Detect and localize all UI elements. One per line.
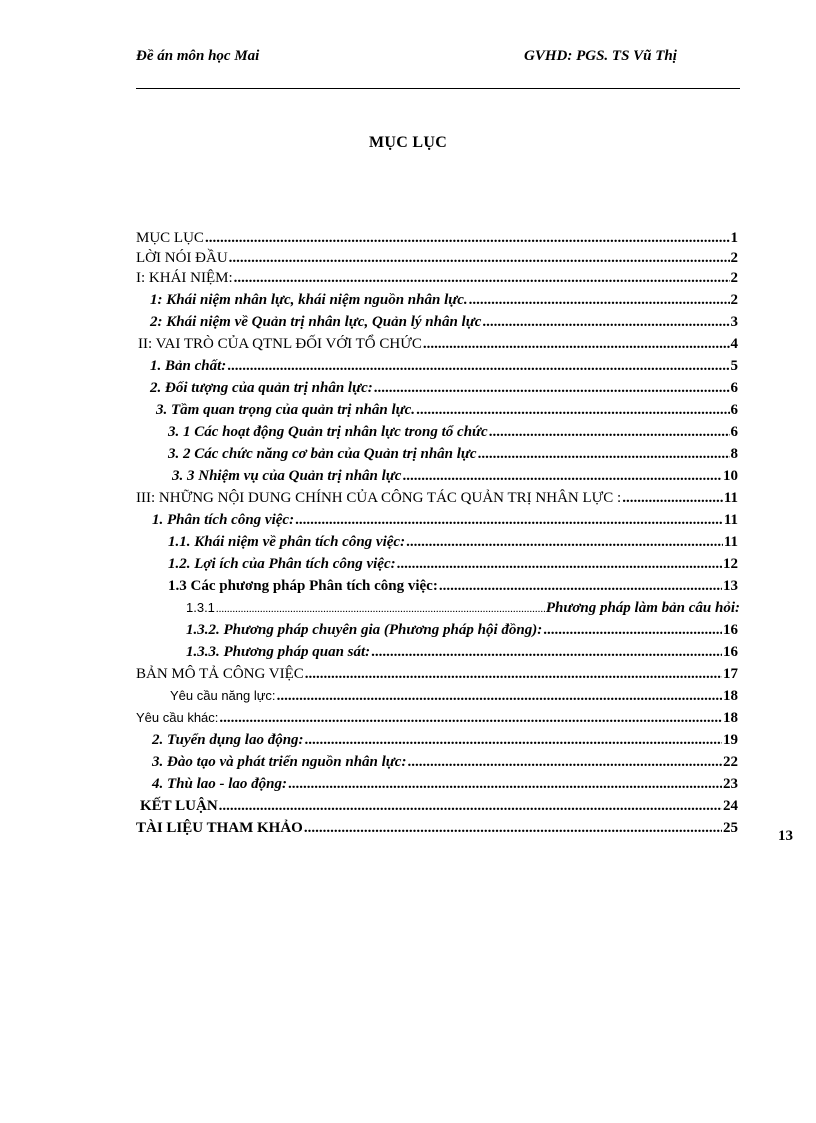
toc-page: 18 xyxy=(723,710,738,726)
toc-page: 11 xyxy=(723,534,738,550)
toc-page: 4 xyxy=(730,336,738,352)
page-title: MỤC LỤC xyxy=(368,134,448,151)
toc-entry[interactable] xyxy=(152,752,738,772)
toc-label: 3. 3 Nhiệm vụ của Quản trị nhân lực xyxy=(172,468,402,484)
toc-label: 4. Thù lao - lao động: xyxy=(152,776,288,792)
toc-entry[interactable] xyxy=(136,708,738,728)
toc-label-end: Phương pháp làm bản câu hỏi: xyxy=(545,600,740,616)
toc-label: 3. Tầm quan trọng của quản trị nhân lực. xyxy=(156,402,416,418)
toc-page: 13 xyxy=(723,578,738,594)
toc-page: 6 xyxy=(730,424,738,440)
toc-entry[interactable] xyxy=(152,730,738,750)
toc-entry[interactable] xyxy=(150,356,738,376)
toc-entry[interactable] xyxy=(186,598,740,618)
toc-entry[interactable] xyxy=(168,422,738,442)
toc-entry[interactable] xyxy=(136,248,738,268)
toc-entry[interactable] xyxy=(168,554,738,574)
toc-page: 8 xyxy=(730,446,738,462)
toc-label: LỜI NÓI ĐẦU xyxy=(136,250,228,266)
toc-page: 24 xyxy=(723,798,738,814)
toc-entry[interactable] xyxy=(136,228,738,248)
toc-entry[interactable] xyxy=(136,818,738,838)
toc-entry[interactable] xyxy=(138,334,738,354)
toc-label: 1.3.1 xyxy=(186,600,215,615)
toc-label: 1.3.2. Phương pháp chuyên gia (Phương pháp hội đồng): xyxy=(186,622,543,638)
toc-page: 22 xyxy=(723,754,738,770)
toc-entry[interactable] xyxy=(172,466,738,486)
toc-page: 2 xyxy=(730,292,738,308)
toc-entry[interactable] xyxy=(168,532,738,552)
toc-label: 2: Khái niệm về Quản trị nhân lực, Quản lý nhân lực xyxy=(150,314,482,330)
toc-label: BẢN MÔ TẢ CÔNG VIỆC xyxy=(136,666,304,682)
toc-page: 6 xyxy=(730,402,738,418)
toc-page: 19 xyxy=(723,732,738,748)
toc-label: 3. 2 Các chức năng cơ bản của Quản trị nhân lực xyxy=(168,446,477,462)
toc-label: I: KHÁI NIỆM: xyxy=(136,270,233,286)
toc-page: 12 xyxy=(723,556,738,572)
toc-label: 1.1. Khái niệm về phân tích công việc: xyxy=(168,534,406,550)
toc-page: 2 xyxy=(730,250,738,266)
toc-page: 3 xyxy=(730,314,738,330)
toc-label: 1.2. Lợi ích của Phân tích công việc: xyxy=(168,556,396,572)
toc-entry[interactable] xyxy=(168,576,738,596)
toc-entry[interactable] xyxy=(152,510,738,530)
toc-label: III: NHỮNG NỘI DUNG CHÍNH CỦA CÔNG TÁC QUẢN TRỊ NHÂN LỰC : xyxy=(136,490,622,506)
toc-label: II: VAI TRÒ CỦA QTNL ĐỐI VỚI TỔ CHỨC xyxy=(138,336,422,352)
toc-entry[interactable] xyxy=(150,290,738,310)
toc-label: 1.3.3. Phương pháp quan sát: xyxy=(186,644,371,660)
toc-label: 1.3 Các phương pháp Phân tích công việc: xyxy=(168,578,438,594)
toc-page: 11 xyxy=(723,512,738,528)
toc-entry[interactable] xyxy=(136,268,738,288)
toc-page: 11 xyxy=(723,490,738,506)
toc-entry[interactable] xyxy=(170,686,738,706)
toc-entry[interactable] xyxy=(186,620,738,640)
toc-page: 18 xyxy=(723,688,738,704)
toc-page: 1 xyxy=(730,230,738,246)
toc-entry[interactable] xyxy=(150,378,738,398)
toc-label: 3. 1 Các hoạt động Quản trị nhân lực trong tổ chức xyxy=(168,424,488,440)
toc-entry[interactable] xyxy=(136,488,738,508)
toc-label: 1. Phân tích công việc: xyxy=(152,512,295,528)
toc-page: 13 xyxy=(778,828,793,844)
page-header xyxy=(136,46,740,89)
toc-entry[interactable] xyxy=(168,444,738,464)
toc-page: 6 xyxy=(730,380,738,396)
toc-label: KẾT LUẬN xyxy=(140,798,218,814)
toc-label: Yêu cầu khác: xyxy=(136,710,219,725)
toc-page: 2 xyxy=(730,270,738,286)
toc-label: 1: Khái niệm nhân lực, khái niệm nguồn nhân lực. xyxy=(150,292,468,308)
header-supervisor: GVHD: PGS. TS Vũ Thị xyxy=(524,48,677,64)
toc-entry[interactable] xyxy=(140,796,738,816)
toc-entry[interactable] xyxy=(150,312,738,332)
toc-label: TÀI LIỆU THAM KHẢO xyxy=(136,820,303,836)
toc-entry[interactable] xyxy=(136,664,738,684)
toc-label: 3. Đào tạo và phát triển nguồn nhân lực: xyxy=(152,754,407,770)
toc-page: 23 xyxy=(723,776,738,792)
toc-label: 2. Tuyển dụng lao động: xyxy=(152,732,304,748)
toc-entry[interactable] xyxy=(152,774,738,794)
toc-page: 10 xyxy=(723,468,738,484)
toc-page: 5 xyxy=(730,358,738,374)
toc-page: 16 xyxy=(723,622,738,638)
toc-label: Yêu cầu năng lực: xyxy=(170,688,276,703)
toc-entry[interactable] xyxy=(186,642,738,662)
toc-label: 2. Đối tượng của quản trị nhân lực: xyxy=(150,380,373,396)
header-course-title: Đề án môn học Mai xyxy=(136,48,260,64)
toc-page: 16 xyxy=(723,644,738,660)
toc-entry[interactable] xyxy=(156,400,738,420)
toc-page: 25 xyxy=(723,820,738,836)
toc-label: MỤC LỤC xyxy=(136,230,204,246)
toc-page: 17 xyxy=(723,666,738,682)
toc-label: 1. Bản chất: xyxy=(150,358,227,374)
